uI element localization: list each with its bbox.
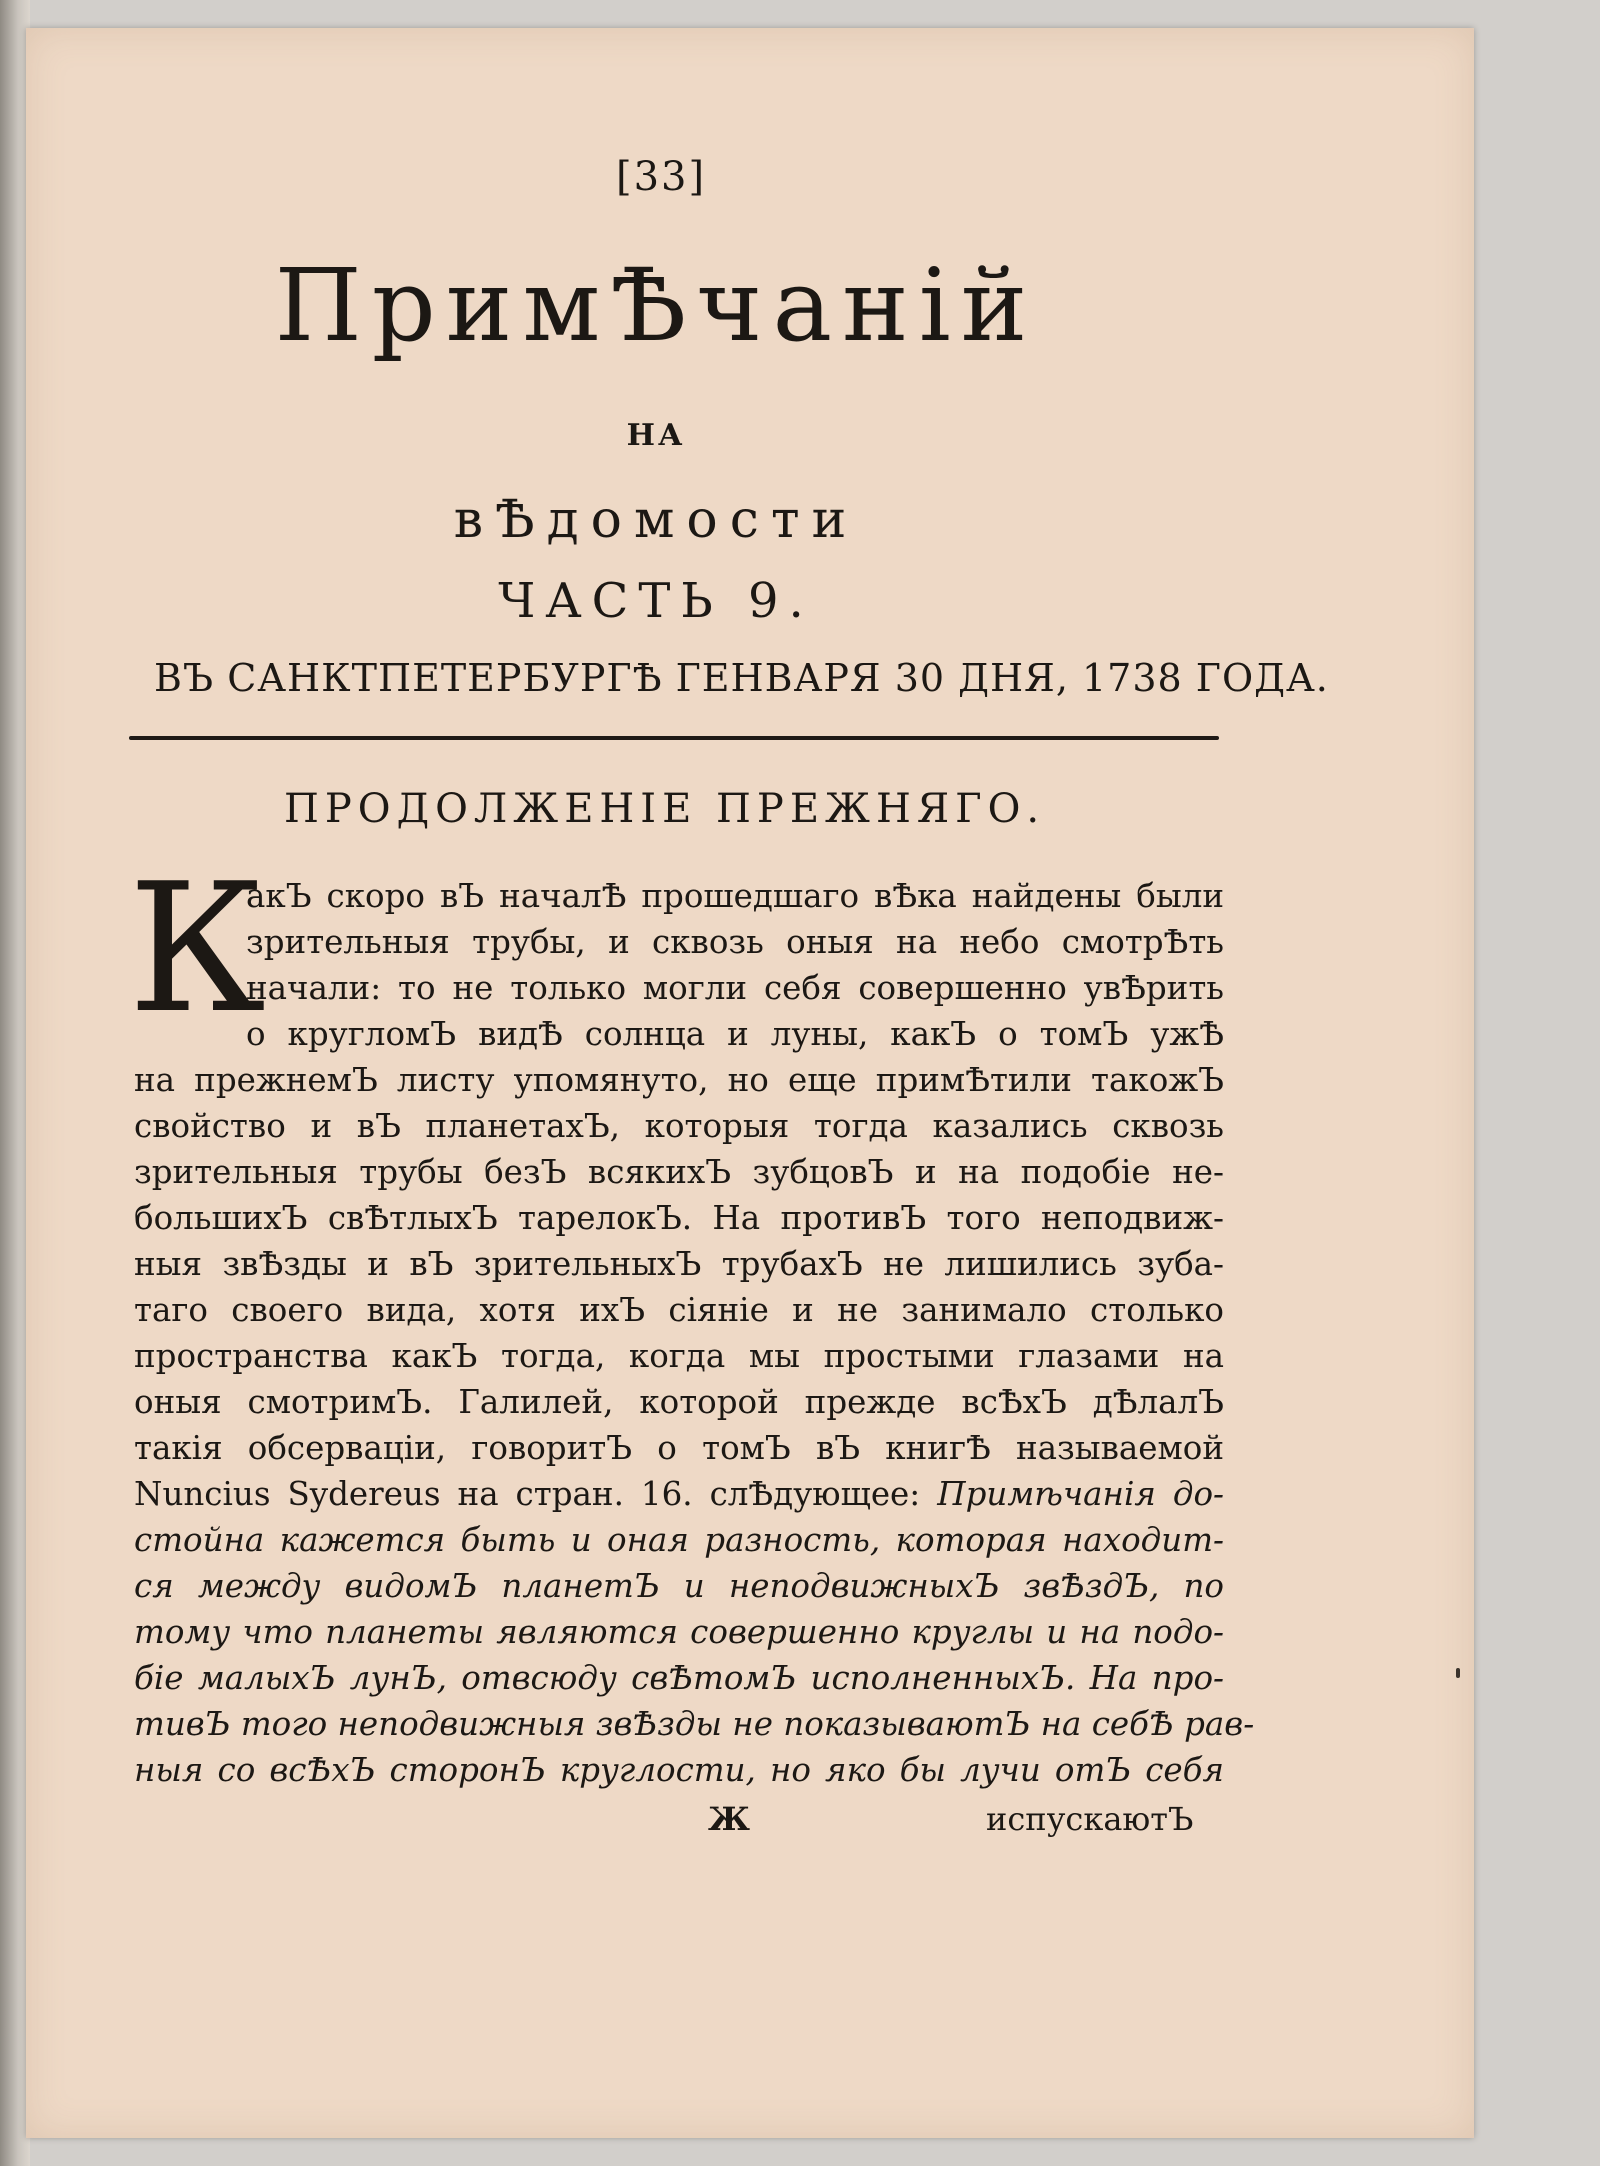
page-number: [33] (616, 154, 707, 200)
body-line: зрительныя трубы безЪ всякихЪ зубцовЪ и на подобіе не- (134, 1153, 1224, 1191)
title-date-line: ВЪ САНКТПЕТЕРБУРГѢ ГЕНВАРЯ 30 ДНЯ, 1738 ГОДА. (154, 656, 1329, 700)
body-line: большихЪ свѢтлыхЪ тарелокЪ. На противЪ того неподвиж- (134, 1199, 1224, 1237)
body-line: на прежнемЪ листу упомянуто, но еще примѢтили такожЪ (134, 1061, 1224, 1099)
body-line-italic: тивЪ того неподвижныя звѢзды не показываютЪ на себѢ рав- (134, 1705, 1255, 1743)
body-line-italic: стойна кажется быть и оная разность, которая находит- (134, 1521, 1224, 1559)
section-heading: ПРОДОЛЖЕНІЕ ПРЕЖНЯГО. (284, 786, 1046, 832)
body-line-italic: Примѣчанія до- (937, 1475, 1224, 1513)
body-line-italic: ныя со всѢхЪ сторонЪ круглости, но яко бы лучи отЪ себя (134, 1751, 1224, 1789)
page-speck (1456, 1668, 1460, 1678)
body-line: таго своего вида, хотя ихЪ сіяніе и не занимало столько (134, 1291, 1224, 1329)
body-line: пространства какЪ тогда, когда мы простыми глазами на (134, 1337, 1224, 1375)
body-line: акЪ скоро вЪ началѢ прошедшаго вѢка найдены были (246, 877, 1224, 915)
body-line-italic: тому что планеты являются совершенно круглы и на подо- (134, 1613, 1224, 1651)
title-vedomosti: вѢдомости (453, 490, 859, 550)
body-line-italic: ся между видомЪ планетЪ и неподвижныхЪ звѢздЪ, по (134, 1567, 1224, 1605)
page-title: ПримѢчаній (274, 247, 1038, 364)
body-line-italic: біе малыхЪ лунЪ, отвсюду свѢтомЪ исполненныхЪ. На про- (134, 1659, 1224, 1697)
header-rule (129, 736, 1219, 740)
body-line: оныя смотримЪ. Галилей, которой прежде всѢхЪ дѢлалЪ (134, 1383, 1224, 1421)
body-line: такія обсерваціи, говоритЪ о томЪ вЪ книгѢ называемой (134, 1429, 1224, 1467)
title-na: НА (626, 418, 686, 453)
body-line: свойство и вЪ планетахЪ, которыя тогда казались сквозь (134, 1107, 1224, 1145)
catchword: испускаютЪ (986, 1800, 1194, 1838)
signature-mark: Ж (708, 1800, 750, 1838)
title-part-number: ЧАСТЬ 9. (498, 573, 814, 629)
document-page (26, 28, 1474, 2138)
body-line-mixed (134, 1475, 1224, 1513)
body-line: о кругломЪ видѢ солнца и луны, какЪ о томЪ ужѢ (246, 1015, 1224, 1053)
body-line: начали: то не только могли себя совершенно увѢрить (246, 969, 1224, 1007)
dropcap: К (128, 845, 266, 1052)
body-line: зрительныя трубы, и сквозь оныя на небо смотрѢть (246, 923, 1224, 961)
body-line: ныя звѢзды и вЪ зрительныхЪ трубахЪ не лишились зуба- (134, 1245, 1224, 1283)
body-line-roman: Nuncius Sydereus на стран. 16. слѢдующее: (134, 1475, 921, 1513)
